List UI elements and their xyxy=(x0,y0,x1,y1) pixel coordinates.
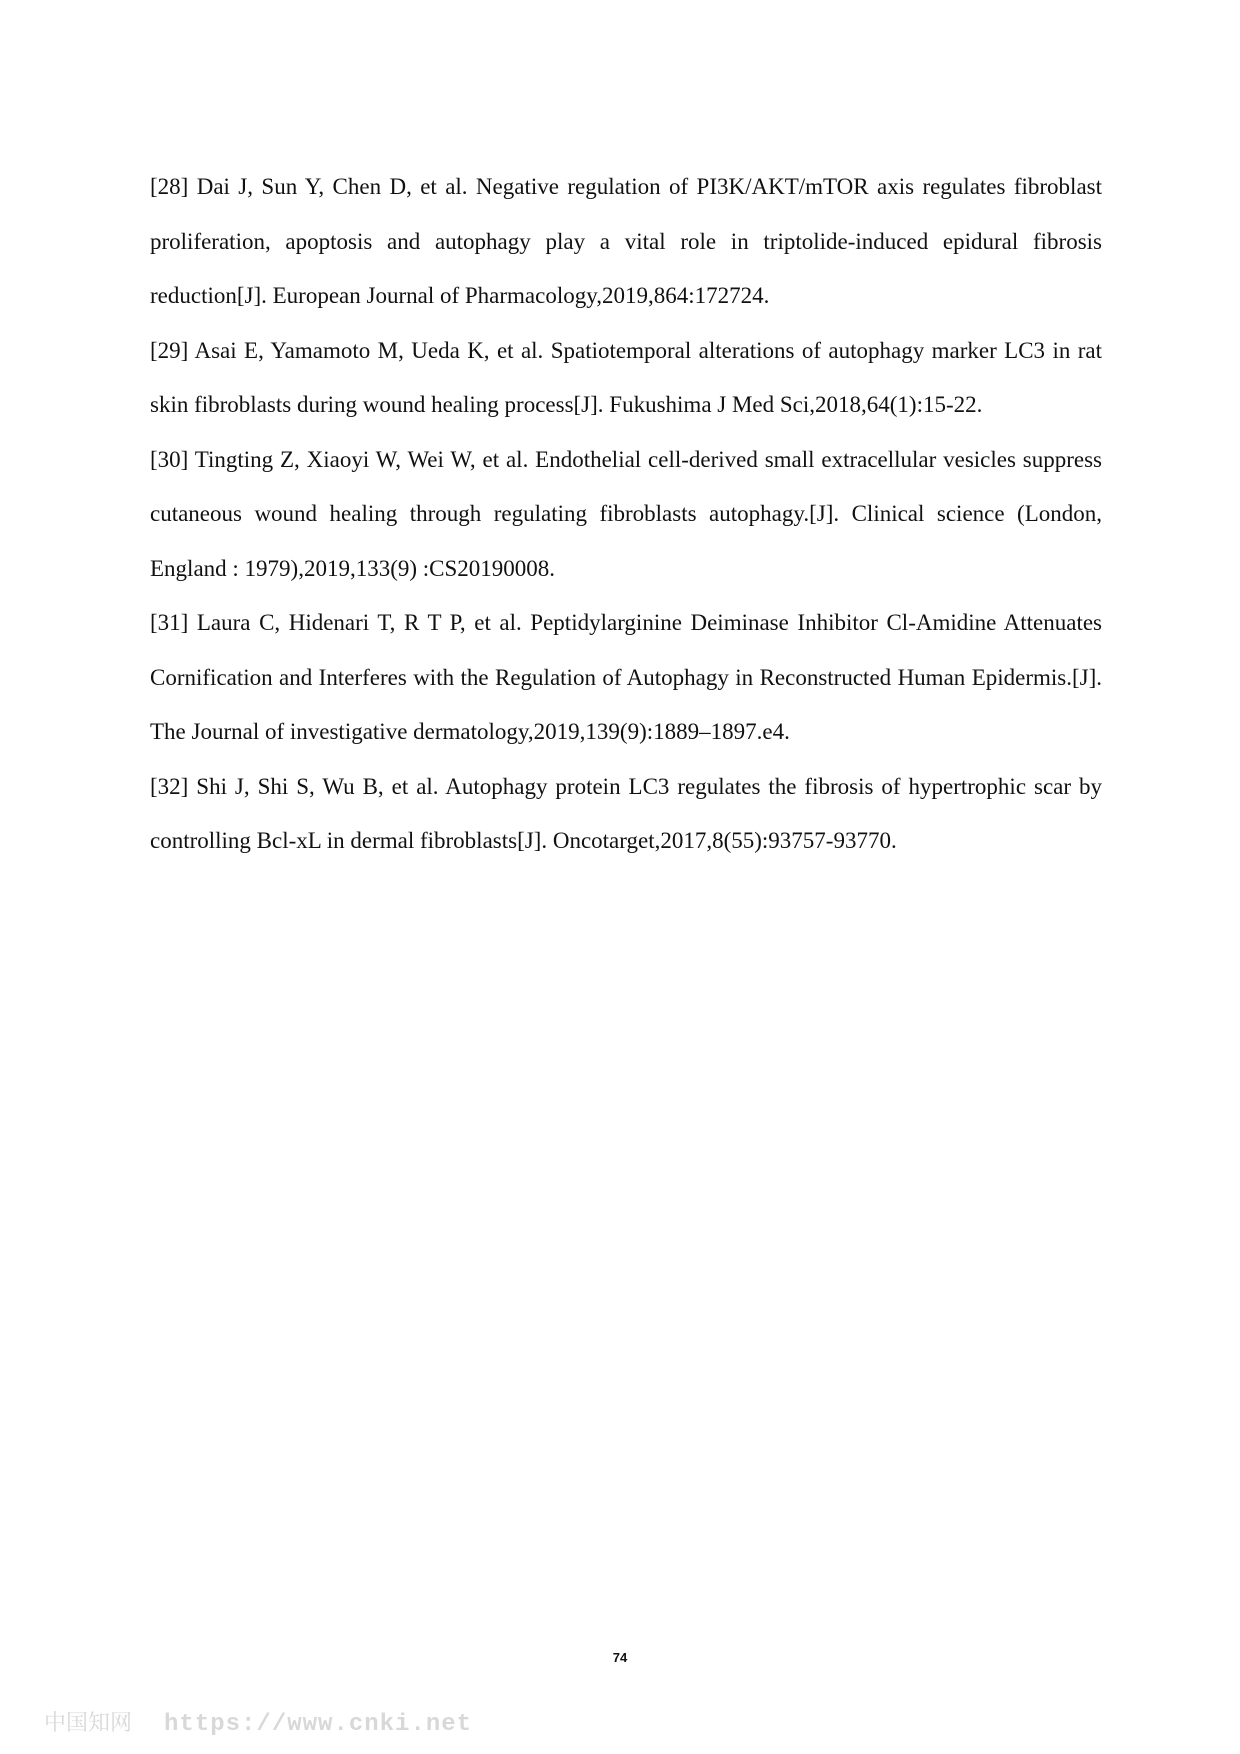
reference-30: [30] Tingting Z, Xiaoyi W, Wei W, et al. Endothelial cell-derived small extracellular vesicles suppress cutaneous wound healing through regulating fibroblasts autophagy.[J]. Clinical science (London, England : 1979),2019,133(9) :CS20190008. xyxy=(150,446,1102,581)
watermark-logo-text: 中国知网 xyxy=(44,1711,133,1736)
cnki-watermark xyxy=(44,1706,472,1738)
reference-29: [29] Asai E, Yamamoto M, Ueda K, et al. Spatiotemporal alterations of autophagy marker LC3 in rat skin fibroblasts during wound healing process[J]. Fukushima J Med Sci,2018,64(1):15-22. xyxy=(150,337,1102,417)
page-number: 74 xyxy=(612,1650,628,1665)
reference-list xyxy=(150,160,1102,869)
reference-28: [28] Dai J, Sun Y, Chen D, et al. Negative regulation of PI3K/AKT/mTOR axis regulates fibroblast proliferation, apoptosis and autophagy play a vital role in triptolide-induced epidural fibrosis reduction[J]. European Journal of Pharmacology,2019,864:172724. xyxy=(150,174,1102,308)
reference-32: [32] Shi J, Shi S, Wu B, et al. Autophagy protein LC3 regulates the fibrosis of hypertrophic scar by controlling Bcl-xL in dermal fibroblasts[J]. Oncotarget,2017,8(55):93757-93770. xyxy=(150,773,1102,853)
reference-31: [31] Laura C, Hidenari T, R T P, et al. Peptidylarginine Deiminase Inhibitor Cl-Amidine Attenuates Cornification and Interferes with the Regulation of Autophagy in Reconstructed Human Epidermis.[J]. The Journal of investigative dermatology,2019,139(9):1889–1897.e4. xyxy=(150,610,1102,744)
watermark-url: https://www.cnki.net xyxy=(164,1711,473,1738)
